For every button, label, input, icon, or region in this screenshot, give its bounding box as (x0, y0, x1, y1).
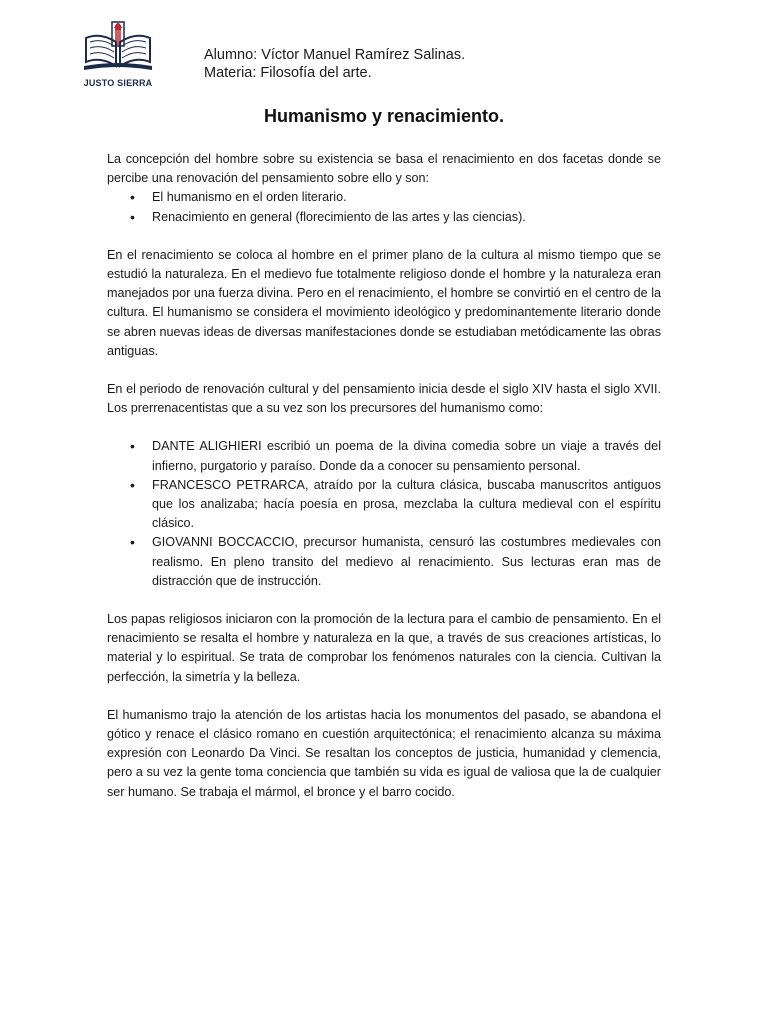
document-body (107, 150, 661, 802)
bullet-list-1 (107, 188, 661, 226)
list-item: • Renacimiento en general (florecimiento de las artes y las ciencias). (107, 208, 661, 227)
document-title: Humanismo y renacimiento. (263, 106, 505, 126)
bullet-list-2 (107, 437, 661, 591)
list-item: • El humanismo en el orden literario. (107, 188, 661, 207)
list-item: • DANTE ALIGHIERI escribió un poema de la divina comedia sobre un viaje a través del infierno, purgatorio y paraíso. Donde da a conocer su pensamiento personal. (107, 437, 661, 475)
list-item: • FRANCESCO PETRARCA, atraído por la cultura clásica, buscaba manuscritos antiguos que los analizaba; hacía poesía en prosa, mezclaba la cultura medieval con el espíritu clásico. (107, 476, 661, 534)
paragraph-4: Los papas religiosos iniciaron con la promoción de la lectura para el cambio de pensamiento. En el renacimiento se resalta el hombre y naturaleza en la que, a través de sus creaciones artísticas, lo material y lo espiritual. Se trata de comprobar los fenómenos naturales con la ciencia. Cultivan la perfección, la simetría y la belleza. (107, 612, 661, 684)
subject-name: Materia: Filosofía del arte. (204, 65, 372, 81)
paragraph-2: En el renacimiento se coloca al hombre en el primer plano de la cultura al mismo tiempo que se estudió la naturaleza. En el medievo fue totalmente religioso donde el hombre y la naturaleza eran manejados por una fuerza divina. Pero en el renacimiento, el hombre se convirtió en el centro de la cultura. El humanismo se considera el movimiento ideológico y predominantemente literario donde se abren nuevas ideas de diversas manifestaciones donde se estudiaban metódicamente las obras antiguas. (107, 247, 661, 358)
paragraph-1: La concepción del hombre sobre su existencia se basa el renacimiento en dos facetas donde se percibe una renovación del pensamiento sobre ello y son: (107, 152, 661, 186)
student-name: Alumno: Víctor Manuel Ramírez Salinas. (204, 47, 466, 63)
logo-text: JUSTO SIERRA (83, 78, 153, 88)
paragraph-3: En el periodo de renovación cultural y del pensamiento inicia desde el siglo XIV hasta el siglo XVII. Los prerrenacentistas que a su vez son los precursores del humanismo como: (107, 382, 661, 416)
document-header (204, 46, 465, 82)
spacer (107, 418, 661, 437)
paragraph-5: El humanismo trajo la atención de los artistas hacia los monumentos del pasado, se abandona el gótico y renace el clásico romano en cuestión arquitectónica; el renacimiento alcanza su máxima expresión con Leonardo Da Vinci. Se resaltan los conceptos de justicia, humanidad y clemencia, pero a su vez la gente toma conciencia que también su vida es igual de valiosa que la de cualquier ser humano. Se trabaja el mármol, el bronce y el barro cocido. (107, 707, 661, 799)
book-torch-icon (80, 16, 156, 78)
list-item: • GIOVANNI BOCCACCIO, precursor humanista, censuró las costumbres medievales con realismo. En pleno transito del medievo al renacimiento. Sus lecturas eran mas de distracción que de instrucción. (107, 533, 661, 591)
school-logo (80, 16, 156, 92)
